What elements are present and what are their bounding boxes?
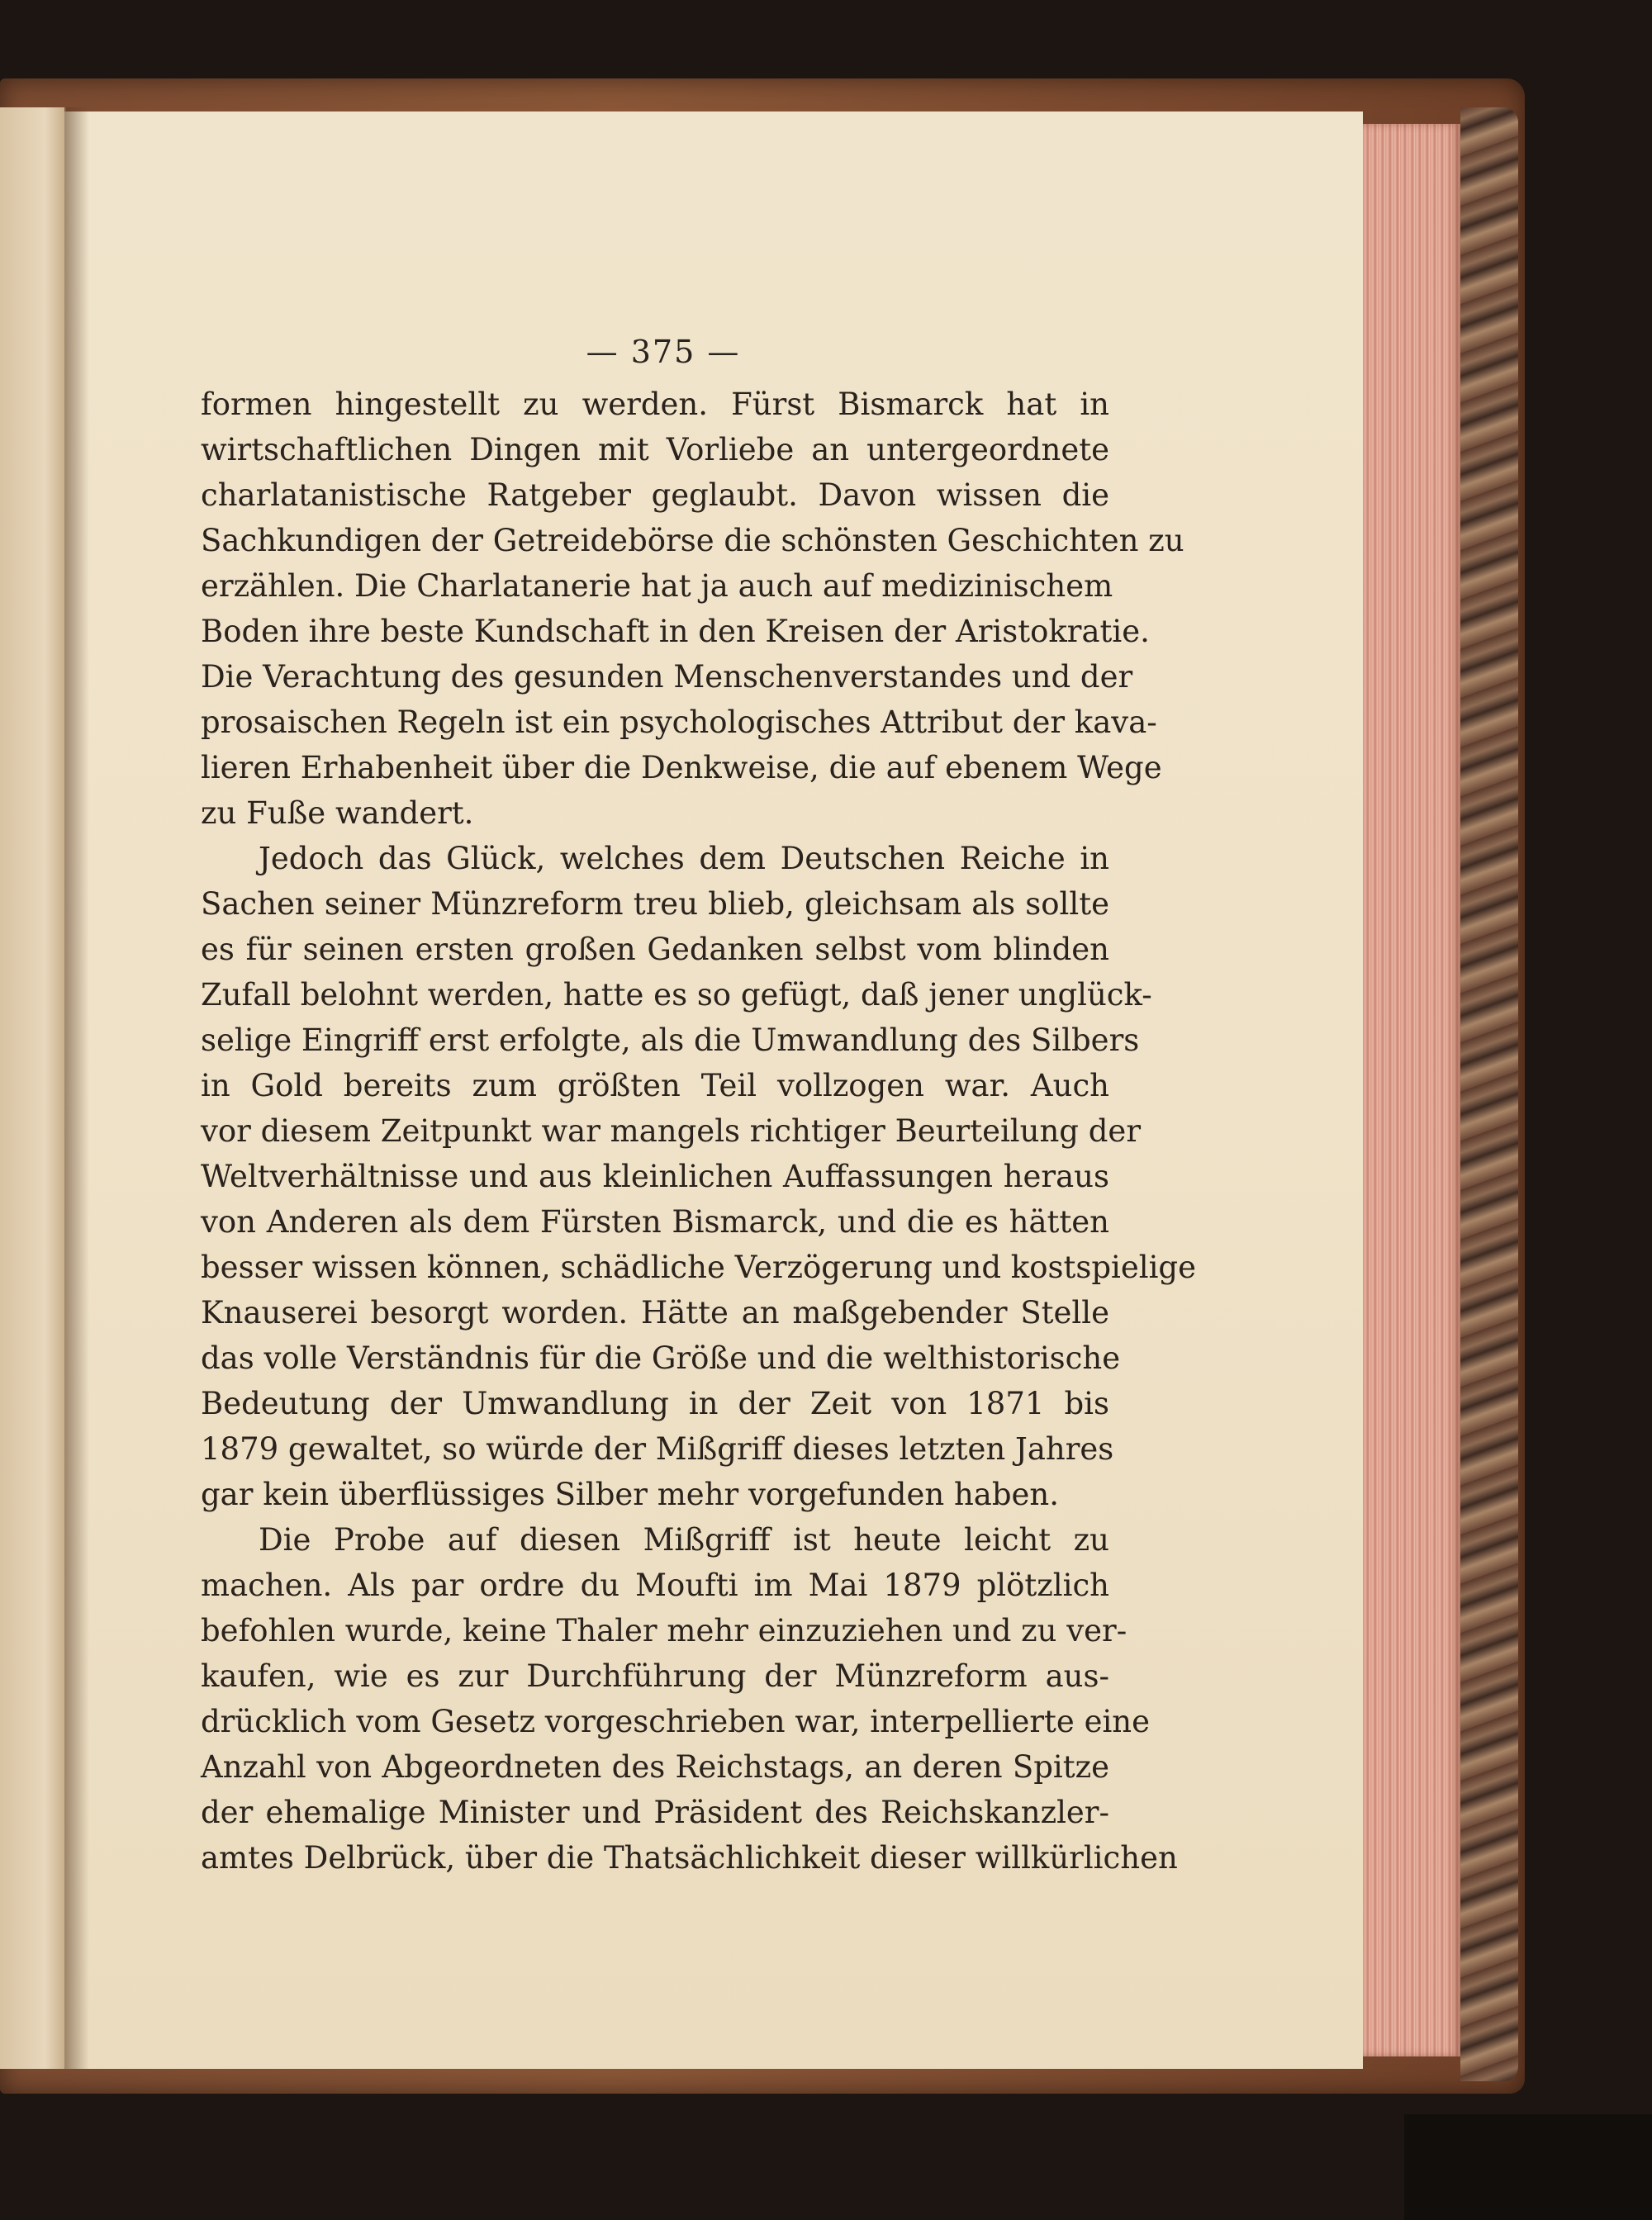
text-line: Sachen seiner Münzreform treu blieb, gleichsam als sollte [201, 886, 1109, 922]
text-line: machen. Als par ordre du Moufti im Mai 1879 plötzlich [201, 1568, 1109, 1603]
text-line: amtes Delbrück, über die Thatsächlichkeit dieser willkürlichen [201, 1840, 1178, 1876]
previous-page-edge [0, 107, 66, 2069]
text-line: charlatanistische Ratgeber geglaubt. Davon wissen die [201, 477, 1109, 513]
text-line: zu Fuße wandert. [201, 795, 474, 831]
text-line: Weltverhältnisse und aus kleinlichen Auffassungen heraus [201, 1159, 1109, 1194]
text-line: Jedoch das Glück, welches dem Deutschen Reiche in [259, 841, 1109, 876]
text-line: befohlen wurde, keine Thaler mehr einzuziehen und zu ver- [201, 1613, 1127, 1648]
text-line: Boden ihre beste Kundschaft in den Kreisen der Aristokratie. [201, 614, 1150, 649]
text-line: drücklich vom Gesetz vorgeschrieben war, interpellierte eine [201, 1704, 1151, 1739]
text-line: vor diesem Zeitpunkt war mangels richtiger Beurteilung der [201, 1113, 1142, 1149]
text-line: gar kein überflüssiges Silber mehr vorgefunden haben. [201, 1477, 1060, 1512]
text-line: lieren Erhabenheit über die Denkweise, die auf ebenem Wege [201, 750, 1162, 785]
text-line: es für seinen ersten großen Gedanken selbst vom blinden [201, 932, 1109, 967]
text-line: Die Verachtung des gesunden Menschenverstandes und der [201, 659, 1133, 695]
text-line: Bedeutung der Umwandlung in der Zeit von 1871 bis [201, 1386, 1109, 1421]
text-line: erzählen. Die Charlatanerie hat ja auch auf medizinischem [201, 568, 1113, 604]
text-line: in Gold bereits zum größten Teil vollzogen war. Auch [201, 1068, 1109, 1103]
text-line: der ehemalige Minister und Präsident des Reichskanzler- [201, 1795, 1109, 1830]
text-line: das volle Verständnis für die Größe und die welthistorische [201, 1340, 1121, 1376]
text-line: formen hingestellt zu werden. Fürst Bismarck hat in [201, 387, 1109, 422]
background-corner [1404, 2114, 1652, 2220]
page-block-edges [1363, 124, 1460, 2056]
marbled-board-edge [1460, 107, 1518, 2081]
text-line: besser wissen können, schädliche Verzögerung und kostspielige [201, 1250, 1196, 1285]
page-gutter-shadow [64, 107, 89, 2069]
text-lines [201, 382, 1196, 1881]
text-line: Sachkundigen der Getreidebörse die schönsten Geschichten zu [201, 523, 1184, 558]
text-line: von Anderen als dem Fürsten Bismarck, und die es hätten [201, 1204, 1109, 1240]
page-text-block [201, 322, 1196, 1881]
text-line: Die Probe auf diesen Mißgriff ist heute leicht zu [259, 1522, 1109, 1558]
text-line: kaufen, wie es zur Durchführung der Münzreform aus- [201, 1658, 1109, 1694]
text-line: wirtschaftlichen Dingen mit Vorliebe an untergeordnete [201, 432, 1109, 467]
text-line: 1879 gewaltet, so würde der Mißgriff dieses letzten Jahres [201, 1431, 1114, 1467]
text-line: selige Eingriff erst erfolgte, als die Umwandlung des Silbers [201, 1022, 1140, 1058]
text-line: Knauserei besorgt worden. Hätte an maßgebender Stelle [201, 1295, 1109, 1331]
text-line: Zufall belohnt werden, hatte es so gefügt, daß jener unglück- [201, 977, 1152, 1013]
text-line: prosaischen Regeln ist ein psychologisches Attribut der kava- [201, 704, 1157, 740]
page-number: — 375 — [586, 334, 741, 370]
text-line: Anzahl von Abgeordneten des Reichstags, an deren Spitze [201, 1749, 1109, 1785]
